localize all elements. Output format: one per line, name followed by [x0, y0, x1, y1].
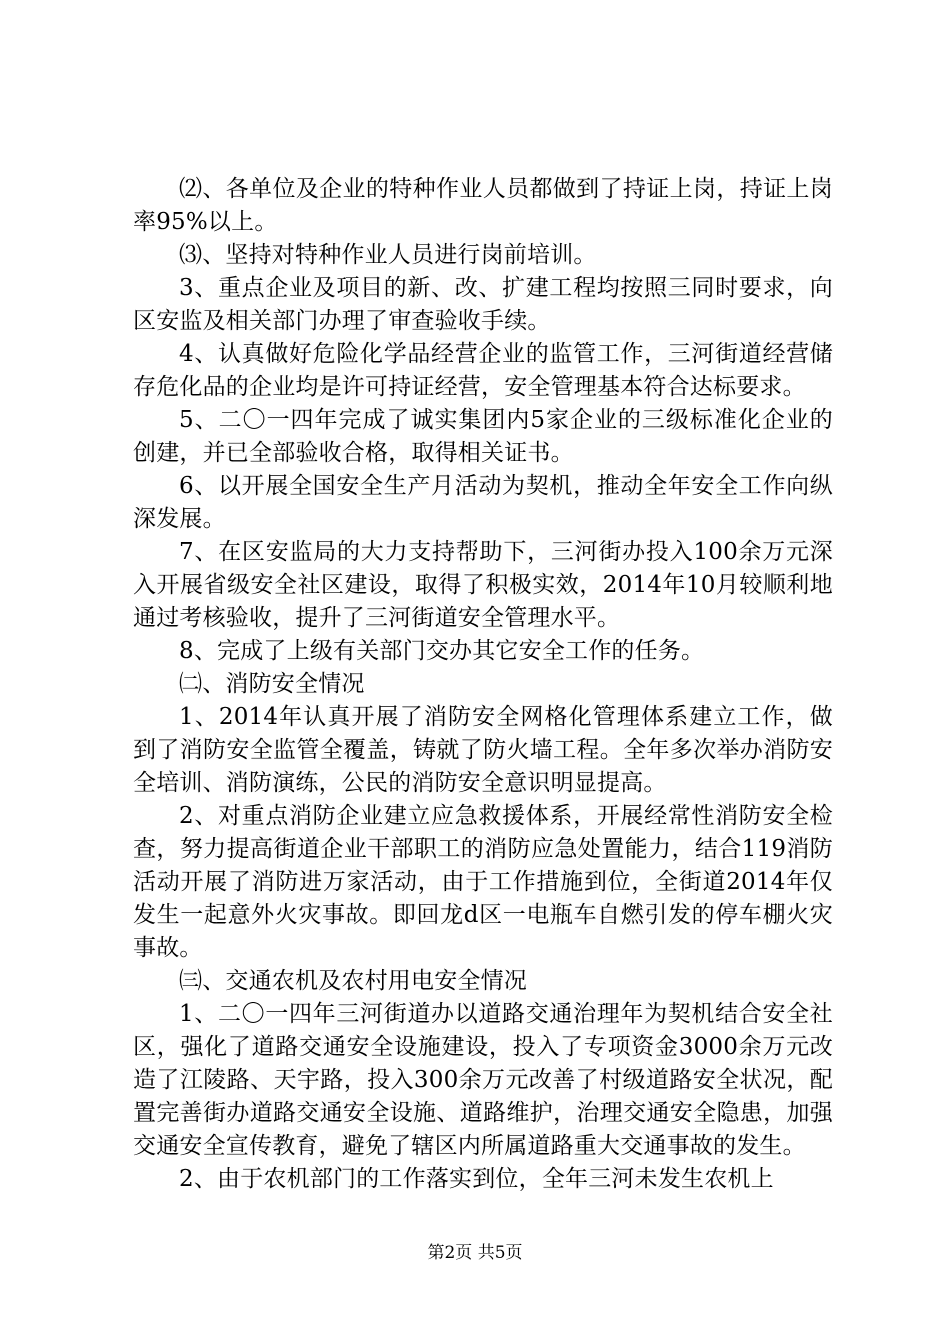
paragraph-special-workers-certified: ⑵、各单位及企业的特种作业人员都做到了持证上岗，持证上岗率95%以上。 — [133, 176, 833, 235]
page-number-footer: 第2页 共5页 — [427, 1243, 523, 1263]
paragraph-fire-grid-management: 1、2014年认真开展了消防安全网格化管理体系建立工作，做到了消防安全监管全覆盖，铸就了防火墙工程。全年多次举办消防安全培训、消防演练，公民的消防安全意识明显提高。 — [133, 704, 833, 796]
paragraph-standardization: 5、二〇一四年完成了诚实集团内5家企业的三级标准化企业的创建，并已全部验收合格，取得相关证书。 — [133, 407, 833, 466]
paragraph-hazardous-chemicals: 4、认真做好危险化学品经营企业的监管工作，三河街道经营储存危化品的企业均是许可持证经营，安全管理基本符合达标要求。 — [133, 341, 833, 400]
paragraph-agricultural-machinery: 2、由于农机部门的工作落实到位，全年三河未发生农机上 — [179, 1166, 774, 1192]
paragraph-safe-community: 7、在区安监局的大力支持帮助下，三河街办投入100余万元深入开展省级安全社区建设，取得了积极实效，2014年10月较顺利地通过考核验收，提升了三河街道安全管理水平。 — [133, 539, 833, 631]
section-heading-fire-safety: ㈡、消防安全情况 — [179, 671, 365, 697]
paragraph-safety-month: 6、以开展全国安全生产月活动为契机，推动全年安全工作向纵深发展。 — [133, 473, 833, 532]
paragraph-pre-job-training: ⑶、坚持对特种作业人员进行岗前培训。 — [179, 242, 597, 268]
paragraph-fire-emergency: 2、对重点消防企业建立应急救援体系，开展经常性消防安全检查，努力提高街道企业干部职工的消防应急处置能力，结合119消防活动开展了消防进万家活动，由于工作措施到位，全街道2014年仅发生一起意外火灾事故。即回龙d区一电瓶车自燃引发的停车棚火灾事故。 — [133, 803, 833, 961]
paragraph-other-tasks: 8、完成了上级有关部门交办其它安全工作的任务。 — [179, 638, 705, 664]
section-heading-traffic-safety: ㈢、交通农机及农村用电安全情况 — [179, 968, 527, 994]
paragraph-three-simultaneous: 3、重点企业及项目的新、改、扩建工程均按照三同时要求，向区安监及相关部门办理了审查验收手续。 — [133, 275, 833, 334]
document-body — [133, 173, 833, 1196]
paragraph-road-traffic: 1、二〇一四年三河街道办以道路交通治理年为契机结合安全社区，强化了道路交通安全设施建设，投入了专项资金3000余万元改造了江陵路、天宇路，投入300余万元改善了村级道路安全状况，配置完善街办道路交通安全设施、道路维护，治理交通安全隐患，加强交通安全宣传教育，避免了辖区内所属道路重大交通事故的发生。 — [133, 1001, 833, 1159]
